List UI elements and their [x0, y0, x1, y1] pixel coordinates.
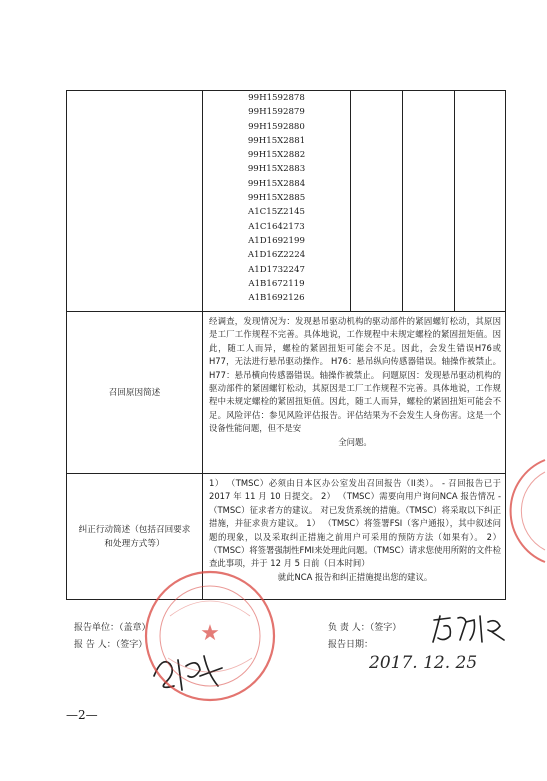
serial-number: A1C1642173	[248, 221, 305, 232]
recall-reason-text: 经调查，发现情况为：发现悬吊驱动机构的驱动部件的紧固螺钉松动，其原因是工厂工作规程不完善。具体地说，工作规程中未规定螺栓的紧固扭矩值。因此，随工人而异，螺栓的紧固扭矩可能会不足。因此，会发生错误H76或H77，无法进行悬吊驱动操作。 H76：悬吊纵向传感器错误。轴操作被禁止。 H77：悬吊横向传感器错误。轴操作被禁止。 问题原因：发现悬吊驱动机构的驱动部件的紧固螺钉松动，其原因是工厂工作规程不完善。具体地说，工作规程中未规定螺栓的紧固扭矩值。因此，随工人而异，螺栓的紧固扭矩可能会不足。风险评估：参见风险评估报告。评估结果为不会发生人身伤害。这是一个设备性能问题，但不是安	[209, 316, 501, 434]
empty-cell	[455, 91, 506, 312]
serial-number: 99H15X2881	[247, 135, 306, 146]
serial-number: A1D16Z2224	[247, 250, 306, 261]
serial-number: 99H15X2883	[247, 164, 306, 175]
recall-reason-row	[67, 312, 506, 474]
company-seal	[140, 566, 280, 706]
serial-number: 99H15X2882	[247, 150, 306, 161]
recall-reason-label: 召回原因简述	[67, 312, 203, 474]
serial-number: 99H1592878	[248, 93, 305, 103]
serial-number: A1D1692199	[248, 235, 305, 246]
page-number: —2—	[66, 708, 98, 722]
serial-number: A1B1672119	[248, 278, 305, 289]
seal-star-icon: ★	[200, 621, 220, 646]
serial-number: A1C15Z2145	[247, 207, 306, 218]
report-date-label: 报告日期：	[328, 640, 374, 650]
handwritten-date-text: 2017. 12. 25	[369, 653, 478, 673]
responsible-person-label: 负 责 人：（签字）	[328, 623, 402, 633]
corrective-action-last-line: 就此NCA 报告和纠正措施提出您的建议。	[277, 571, 433, 582]
recall-reason-last-line: 全问题。	[338, 436, 372, 447]
serial-number: A1B1692126	[248, 293, 305, 304]
empty-cell	[351, 91, 403, 312]
serials-row	[67, 91, 506, 312]
responsible-signature	[430, 612, 510, 646]
handwritten-date	[367, 648, 507, 674]
empty-cell	[403, 91, 455, 312]
empty-cell	[67, 91, 203, 312]
corrective-action-row	[67, 474, 506, 600]
recall-report-table	[66, 90, 506, 600]
corrective-action-label: 纠正行动简述（包括召回要求和处理方式等）	[67, 474, 203, 600]
serial-number: 99H15X2885	[247, 193, 306, 204]
reporter-label: 报 告 人：（签字）	[74, 640, 148, 650]
serial-number: 99H15X2884	[247, 178, 306, 189]
serial-number: 99H1592879	[248, 107, 305, 118]
serial-number-list	[203, 91, 351, 312]
serial-number: A1D1732247	[248, 264, 305, 275]
corrective-action-text: 1） （TMSC）必须由日本区办公室发出召回报告（II类）。 - 召回报告已于 2017 年 11 月 10 日提交。 2） （TMSC）需要向用户询问NCA 报告情况 - （TMSC）征求者方的建议。 对已发货系统的措施。（TMSC）将采取以下纠正措施，并征求贵方建议。 1） （TMSC）将签署FSI（客户通报），其中叙述问题的现象，以及采取纠正措施之前用户可采用的预防方法（如果有）。 2） （TMSC）将签署强制性FMI来处理此问题。（TMSC）请求您使用所附的文件检查此事项，并于 12 月 5 日前（日本时间）	[209, 478, 501, 569]
serial-number: 99H1592880	[248, 121, 305, 132]
reporting-unit-label: 报告单位：（盖章）	[74, 623, 151, 633]
edge-seal	[505, 456, 547, 566]
recall-reason-cell	[203, 312, 506, 474]
